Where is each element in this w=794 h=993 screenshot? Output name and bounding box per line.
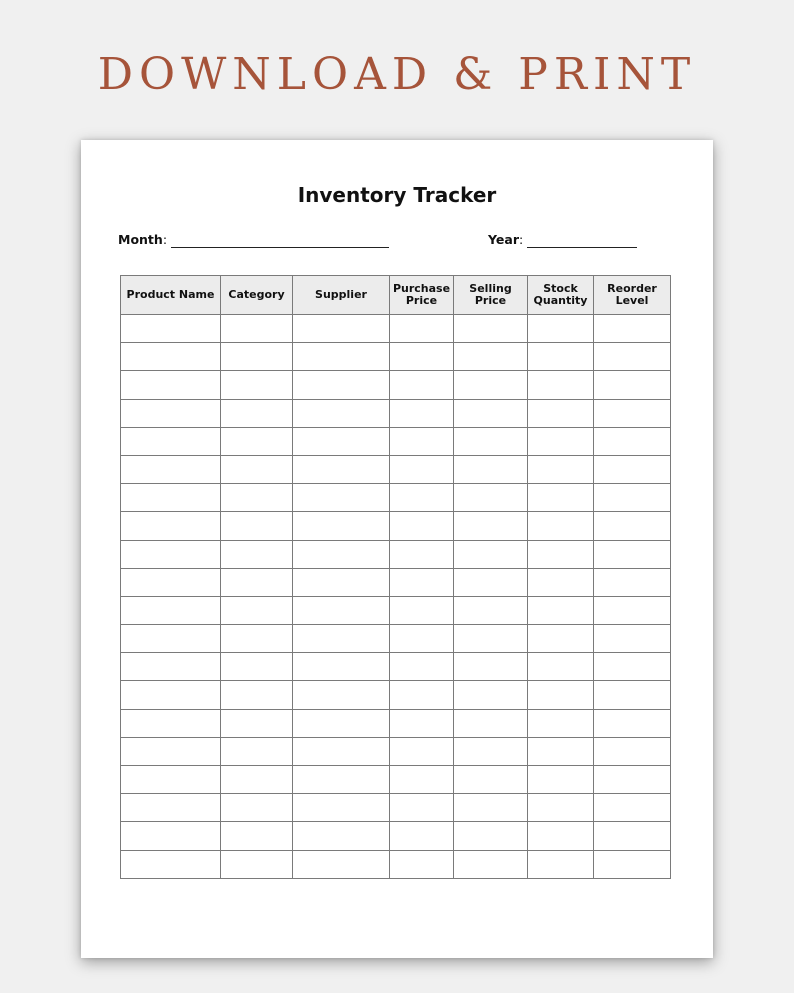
table-cell[interactable] [293, 709, 390, 737]
table-cell[interactable] [454, 568, 528, 596]
table-cell[interactable] [594, 568, 671, 596]
table-cell[interactable] [454, 484, 528, 512]
table-cell[interactable] [528, 540, 594, 568]
table-cell[interactable] [454, 427, 528, 455]
table-cell[interactable] [454, 596, 528, 624]
table-row [121, 850, 671, 878]
year-label: Year [488, 232, 519, 247]
table-cell[interactable] [121, 540, 221, 568]
table-cell[interactable] [121, 315, 221, 343]
table-cell[interactable] [454, 737, 528, 765]
table-cell[interactable] [594, 484, 671, 512]
table-cell[interactable] [594, 766, 671, 794]
table-row [121, 568, 671, 596]
table-cell[interactable] [221, 709, 293, 737]
table-cell[interactable] [528, 399, 594, 427]
table-cell[interactable] [221, 315, 293, 343]
table-cell[interactable] [121, 681, 221, 709]
table-cell[interactable] [390, 737, 454, 765]
table-cell[interactable] [221, 681, 293, 709]
table-cell[interactable] [594, 737, 671, 765]
table-cell[interactable] [528, 596, 594, 624]
table-cell[interactable] [221, 455, 293, 483]
table-cell[interactable] [221, 371, 293, 399]
table-cell[interactable] [528, 315, 594, 343]
table-row [121, 822, 671, 850]
table-cell[interactable] [454, 681, 528, 709]
table-cell[interactable] [293, 737, 390, 765]
table-cell[interactable] [390, 568, 454, 596]
table-cell[interactable] [221, 766, 293, 794]
table-cell[interactable] [390, 625, 454, 653]
table-cell[interactable] [594, 709, 671, 737]
table-cell[interactable] [390, 850, 454, 878]
table-cell[interactable] [528, 822, 594, 850]
table-cell[interactable] [293, 455, 390, 483]
table-cell[interactable] [221, 596, 293, 624]
table-cell[interactable] [121, 455, 221, 483]
table-cell[interactable] [528, 766, 594, 794]
year-colon: : [518, 232, 524, 247]
printable-sheet [81, 140, 713, 958]
table-cell[interactable] [121, 371, 221, 399]
table-cell[interactable] [121, 568, 221, 596]
table-cell[interactable] [528, 371, 594, 399]
column-header-reorder-level: Reorder Level [594, 276, 671, 315]
table-cell[interactable] [390, 540, 454, 568]
table-cell[interactable] [221, 850, 293, 878]
table-cell[interactable] [390, 371, 454, 399]
table-cell[interactable] [121, 737, 221, 765]
table-cell[interactable] [528, 709, 594, 737]
table-row [121, 399, 671, 427]
table-row [121, 455, 671, 483]
table-row [121, 371, 671, 399]
table-cell[interactable] [454, 540, 528, 568]
table-cell[interactable] [528, 455, 594, 483]
table-cell[interactable] [221, 343, 293, 371]
table-cell[interactable] [121, 512, 221, 540]
table-cell[interactable] [121, 653, 221, 681]
column-header-stock-quantity: Stock Quantity [528, 276, 594, 315]
table-body [121, 315, 671, 879]
column-header-selling-price: Selling Price [454, 276, 528, 315]
table-cell[interactable] [293, 540, 390, 568]
inventory-table [120, 275, 671, 879]
table-row [121, 737, 671, 765]
table-cell[interactable] [594, 512, 671, 540]
table-cell[interactable] [594, 455, 671, 483]
month-colon: : [162, 232, 168, 247]
table-cell[interactable] [293, 315, 390, 343]
table-row [121, 540, 671, 568]
table-cell[interactable] [390, 427, 454, 455]
table-row [121, 766, 671, 794]
table-cell[interactable] [528, 737, 594, 765]
table-cell[interactable] [121, 343, 221, 371]
table-cell[interactable] [594, 371, 671, 399]
table-cell[interactable] [390, 766, 454, 794]
table-cell[interactable] [221, 653, 293, 681]
table-cell[interactable] [454, 343, 528, 371]
table-cell[interactable] [454, 709, 528, 737]
table-cell[interactable] [528, 681, 594, 709]
table-cell[interactable] [454, 399, 528, 427]
table-row [121, 709, 671, 737]
table-cell[interactable] [454, 455, 528, 483]
table-cell[interactable] [454, 850, 528, 878]
table-cell[interactable] [390, 484, 454, 512]
column-header-product-name: Product Name [121, 276, 221, 315]
table-cell[interactable] [293, 681, 390, 709]
table-cell[interactable] [121, 794, 221, 822]
table-cell[interactable] [454, 512, 528, 540]
table-cell[interactable] [528, 343, 594, 371]
table-row [121, 427, 671, 455]
table-cell[interactable] [454, 653, 528, 681]
table-cell[interactable] [293, 371, 390, 399]
table-cell[interactable] [390, 399, 454, 427]
table-row [121, 653, 671, 681]
sheet-title: Inventory Tracker [297, 183, 497, 207]
table-cell[interactable] [221, 822, 293, 850]
table-cell[interactable] [594, 822, 671, 850]
table-cell[interactable] [390, 512, 454, 540]
table-row [121, 484, 671, 512]
table-cell[interactable] [221, 427, 293, 455]
table-cell[interactable] [293, 568, 390, 596]
table-cell[interactable] [594, 596, 671, 624]
table-row [121, 681, 671, 709]
table-cell[interactable] [221, 399, 293, 427]
table-cell[interactable] [594, 540, 671, 568]
table-row [121, 625, 671, 653]
table-cell[interactable] [293, 427, 390, 455]
table-cell[interactable] [594, 794, 671, 822]
table-cell[interactable] [594, 315, 671, 343]
table-cell[interactable] [390, 596, 454, 624]
table-cell[interactable] [121, 625, 221, 653]
table-cell[interactable] [594, 681, 671, 709]
table-cell[interactable] [293, 343, 390, 371]
table-cell[interactable] [528, 568, 594, 596]
table-cell[interactable] [121, 822, 221, 850]
table-cell[interactable] [293, 766, 390, 794]
column-header-purchase-price: Purchase Price [390, 276, 454, 315]
table-cell[interactable] [390, 822, 454, 850]
table-cell[interactable] [528, 794, 594, 822]
table-row [121, 596, 671, 624]
table-cell[interactable] [528, 850, 594, 878]
table-cell[interactable] [454, 794, 528, 822]
table-cell[interactable] [293, 484, 390, 512]
table-cell[interactable] [121, 766, 221, 794]
table-cell[interactable] [121, 484, 221, 512]
table-cell[interactable] [390, 343, 454, 371]
column-header-supplier: Supplier [293, 276, 390, 315]
table-cell[interactable] [221, 540, 293, 568]
table-cell[interactable] [528, 484, 594, 512]
table-row [121, 343, 671, 371]
table-cell[interactable] [454, 371, 528, 399]
table-cell[interactable] [594, 625, 671, 653]
year-field[interactable] [488, 232, 637, 248]
table-cell[interactable] [293, 399, 390, 427]
table-cell[interactable] [390, 455, 454, 483]
table-cell[interactable] [221, 737, 293, 765]
table-cell[interactable] [594, 343, 671, 371]
table-cell[interactable] [528, 427, 594, 455]
month-label: Month [118, 232, 163, 247]
table-row [121, 512, 671, 540]
table-cell[interactable] [121, 399, 221, 427]
table-cell[interactable] [528, 625, 594, 653]
download-print-banner: DOWNLOAD & PRINT [97, 49, 697, 100]
table-cell[interactable] [454, 766, 528, 794]
table-cell[interactable] [293, 822, 390, 850]
table-header-row [121, 276, 671, 315]
table-cell[interactable] [528, 653, 594, 681]
table-cell[interactable] [293, 512, 390, 540]
table-cell[interactable] [293, 794, 390, 822]
table-cell[interactable] [594, 653, 671, 681]
table-cell[interactable] [454, 315, 528, 343]
table-cell[interactable] [390, 653, 454, 681]
table-cell[interactable] [293, 625, 390, 653]
table-cell[interactable] [221, 512, 293, 540]
table-cell[interactable] [594, 427, 671, 455]
year-input-line[interactable] [527, 233, 637, 248]
table-cell[interactable] [121, 596, 221, 624]
table-cell[interactable] [293, 596, 390, 624]
table-cell[interactable] [528, 512, 594, 540]
table-cell[interactable] [390, 681, 454, 709]
table-cell[interactable] [454, 625, 528, 653]
month-field[interactable] [118, 232, 389, 248]
table-cell[interactable] [594, 399, 671, 427]
table-cell[interactable] [121, 427, 221, 455]
table-cell[interactable] [390, 709, 454, 737]
table-cell[interactable] [390, 794, 454, 822]
month-input-line[interactable] [171, 233, 389, 248]
table-cell[interactable] [390, 315, 454, 343]
table-cell[interactable] [594, 850, 671, 878]
table-cell[interactable] [121, 709, 221, 737]
table-row [121, 794, 671, 822]
table-cell[interactable] [221, 568, 293, 596]
table-cell[interactable] [454, 822, 528, 850]
table-cell[interactable] [221, 484, 293, 512]
table-row [121, 315, 671, 343]
table-cell[interactable] [221, 794, 293, 822]
column-header-category: Category [221, 276, 293, 315]
table-cell[interactable] [293, 653, 390, 681]
table-cell[interactable] [121, 850, 221, 878]
table-cell[interactable] [293, 850, 390, 878]
table-cell[interactable] [221, 625, 293, 653]
